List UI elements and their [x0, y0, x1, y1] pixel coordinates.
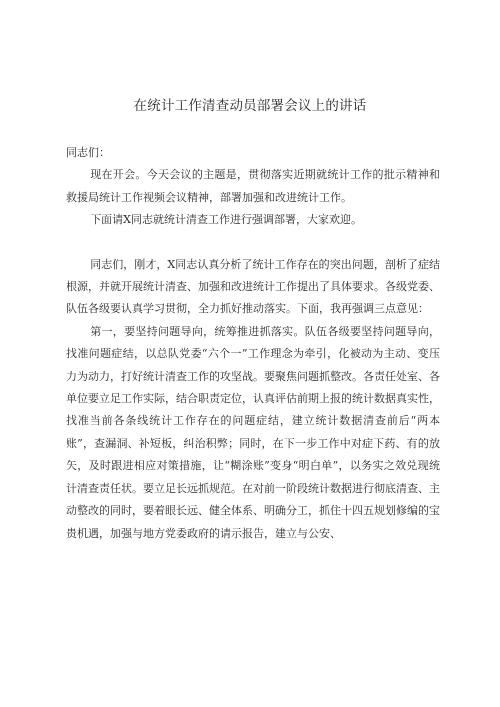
paragraph-summary: 同志们，刚才，X同志认真分析了统计工作存在的突出问题，剖析了症结根源，并就开展统计清查、加强和改进统计工作提出了具体要求。各级党委、队伍各级要认真学习贯彻，全力抓好推动落实。下面，我再强调三点意见：: [66, 257, 440, 316]
paragraph-opening: 现在开会。今天会议的主题是，贯彻落实近期就统计工作的批示精神和救援局统计工作视频会议精神，部署加强和改进统计工作。: [66, 168, 440, 204]
document-title: 在统计工作清查动员部署会议上的讲话: [133, 98, 367, 114]
document-body: [66, 142, 440, 545]
paragraph-point-one: 第一，要坚持问题导向，统筹推进抓落实。队伍各级要坚持问题导向，找准问题症结，以总队党委“六个一”工作理念为牵引，化被动为主动、变压力为动力，打好统计清查工作的攻坚战。要聚焦问题抓整改。各责任处室、各单位要立足工作实际，结合职责定位，认真评估前期上报的统计数据真实性，找准当前各条线统计工作存在的问题症结，建立统计数据清查前后“两本账”，查漏洞、补短板，纠治积弊；同时，在下一步工作中对症下药、有的放矢，及时跟进相应对策措施，让“糊涂账”变身“明白单”，以务实之效兑现统计清查责任状。要立足长远抓规范。在对前一阶段统计数据进行彻底清查、主动整改的同时，要着眼长远、健全体系、明确分工，抓住十四五规划修编的宝贵机遇，加强与地方党委政府的请示报告，建立与公安、: [66, 324, 440, 540]
paragraph-invitation: 下面请X同志就统计清查工作进行强调部署，大家欢迎。: [90, 213, 363, 227]
salutation: 同志们：: [66, 146, 110, 159]
paragraph-spacer: [66, 232, 440, 254]
